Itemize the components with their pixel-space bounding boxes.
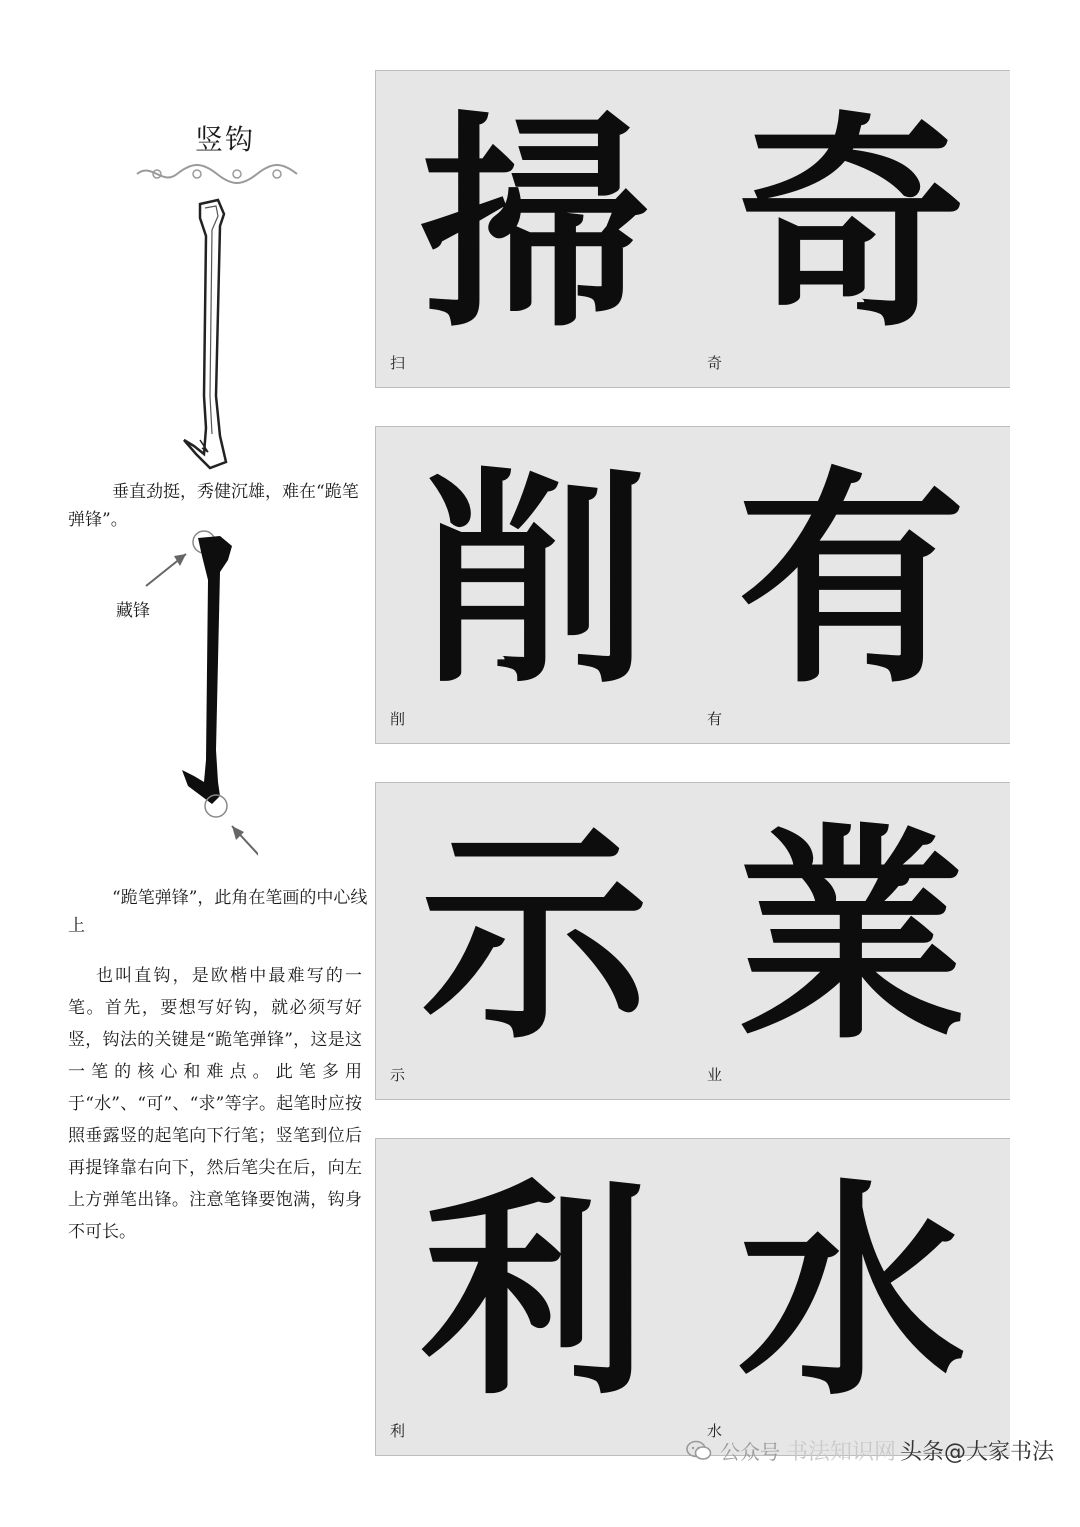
character-panel-3 [375, 782, 1010, 1100]
caption-top: 垂直劲挺，秀健沉雄，难在“跪笔弹锋”。 [68, 482, 359, 530]
character-panel-4 [375, 1138, 1010, 1456]
watermark-source: 公众号 [719, 1440, 780, 1464]
char-cell [693, 1139, 1010, 1455]
ornament-divider [132, 160, 302, 188]
watermark [686, 1435, 1054, 1466]
char-label: 奇 [707, 354, 723, 372]
char-label: 有 [707, 710, 723, 728]
char-label: 水 [707, 1422, 723, 1440]
body-paragraph: 也叫直钩，是欧楷中最难写的一笔。首先，要想写好钩，就必须写好竖，钩法的关键是“跪笔弹锋”，这是这一笔的核心和难点。此笔多用于“水”、“可”、“求”等字。起笔时应按照垂露竖的起笔向下行笔；竖笔到位后再提锋靠右向下，然后笔尖在后，向左上方弹笔出锋。注意笔锋要饱满，钩身不可长。 [68, 966, 362, 1242]
calligraphy-char: 奇 [737, 90, 966, 358]
label-hidden-tip: 藏锋 [116, 601, 150, 621]
calligraphy-char: 示 [420, 802, 649, 1070]
calligraphy-char: 業 [737, 802, 966, 1070]
calligraphy-char: 削 [420, 446, 649, 714]
page-title: 竖钩 [194, 123, 255, 156]
char-label: 扫 [390, 354, 406, 372]
char-cell [693, 71, 1010, 387]
char-cell [693, 783, 1010, 1099]
vertical-hook-solid-illustration [108, 520, 258, 860]
char-cell [376, 1139, 694, 1455]
char-cell [376, 783, 694, 1099]
calligraphy-char: 利 [420, 1158, 649, 1426]
vertical-hook-outline-illustration [170, 196, 240, 476]
calligraphy-char: 掃 [420, 90, 649, 358]
char-label: 示 [390, 1066, 406, 1084]
character-panel-1 [375, 70, 1010, 388]
char-label: 削 [390, 710, 406, 728]
watermark-faded-name: 书法知识网 [785, 1440, 896, 1465]
wechat-icon [686, 1440, 712, 1462]
char-cell [693, 427, 1010, 743]
char-label: 利 [390, 1422, 406, 1440]
character-panel-2 [375, 426, 1010, 744]
char-cell [376, 71, 694, 387]
char-label: 业 [707, 1066, 723, 1084]
calligraphy-char: 有 [737, 446, 966, 714]
char-cell [376, 427, 694, 743]
calligraphy-char: 水 [737, 1158, 966, 1426]
watermark-handle: 头条@大家书法 [899, 1440, 1054, 1465]
caption-middle: “跪笔弹锋”，此角在笔画的中心线上 [68, 888, 368, 936]
